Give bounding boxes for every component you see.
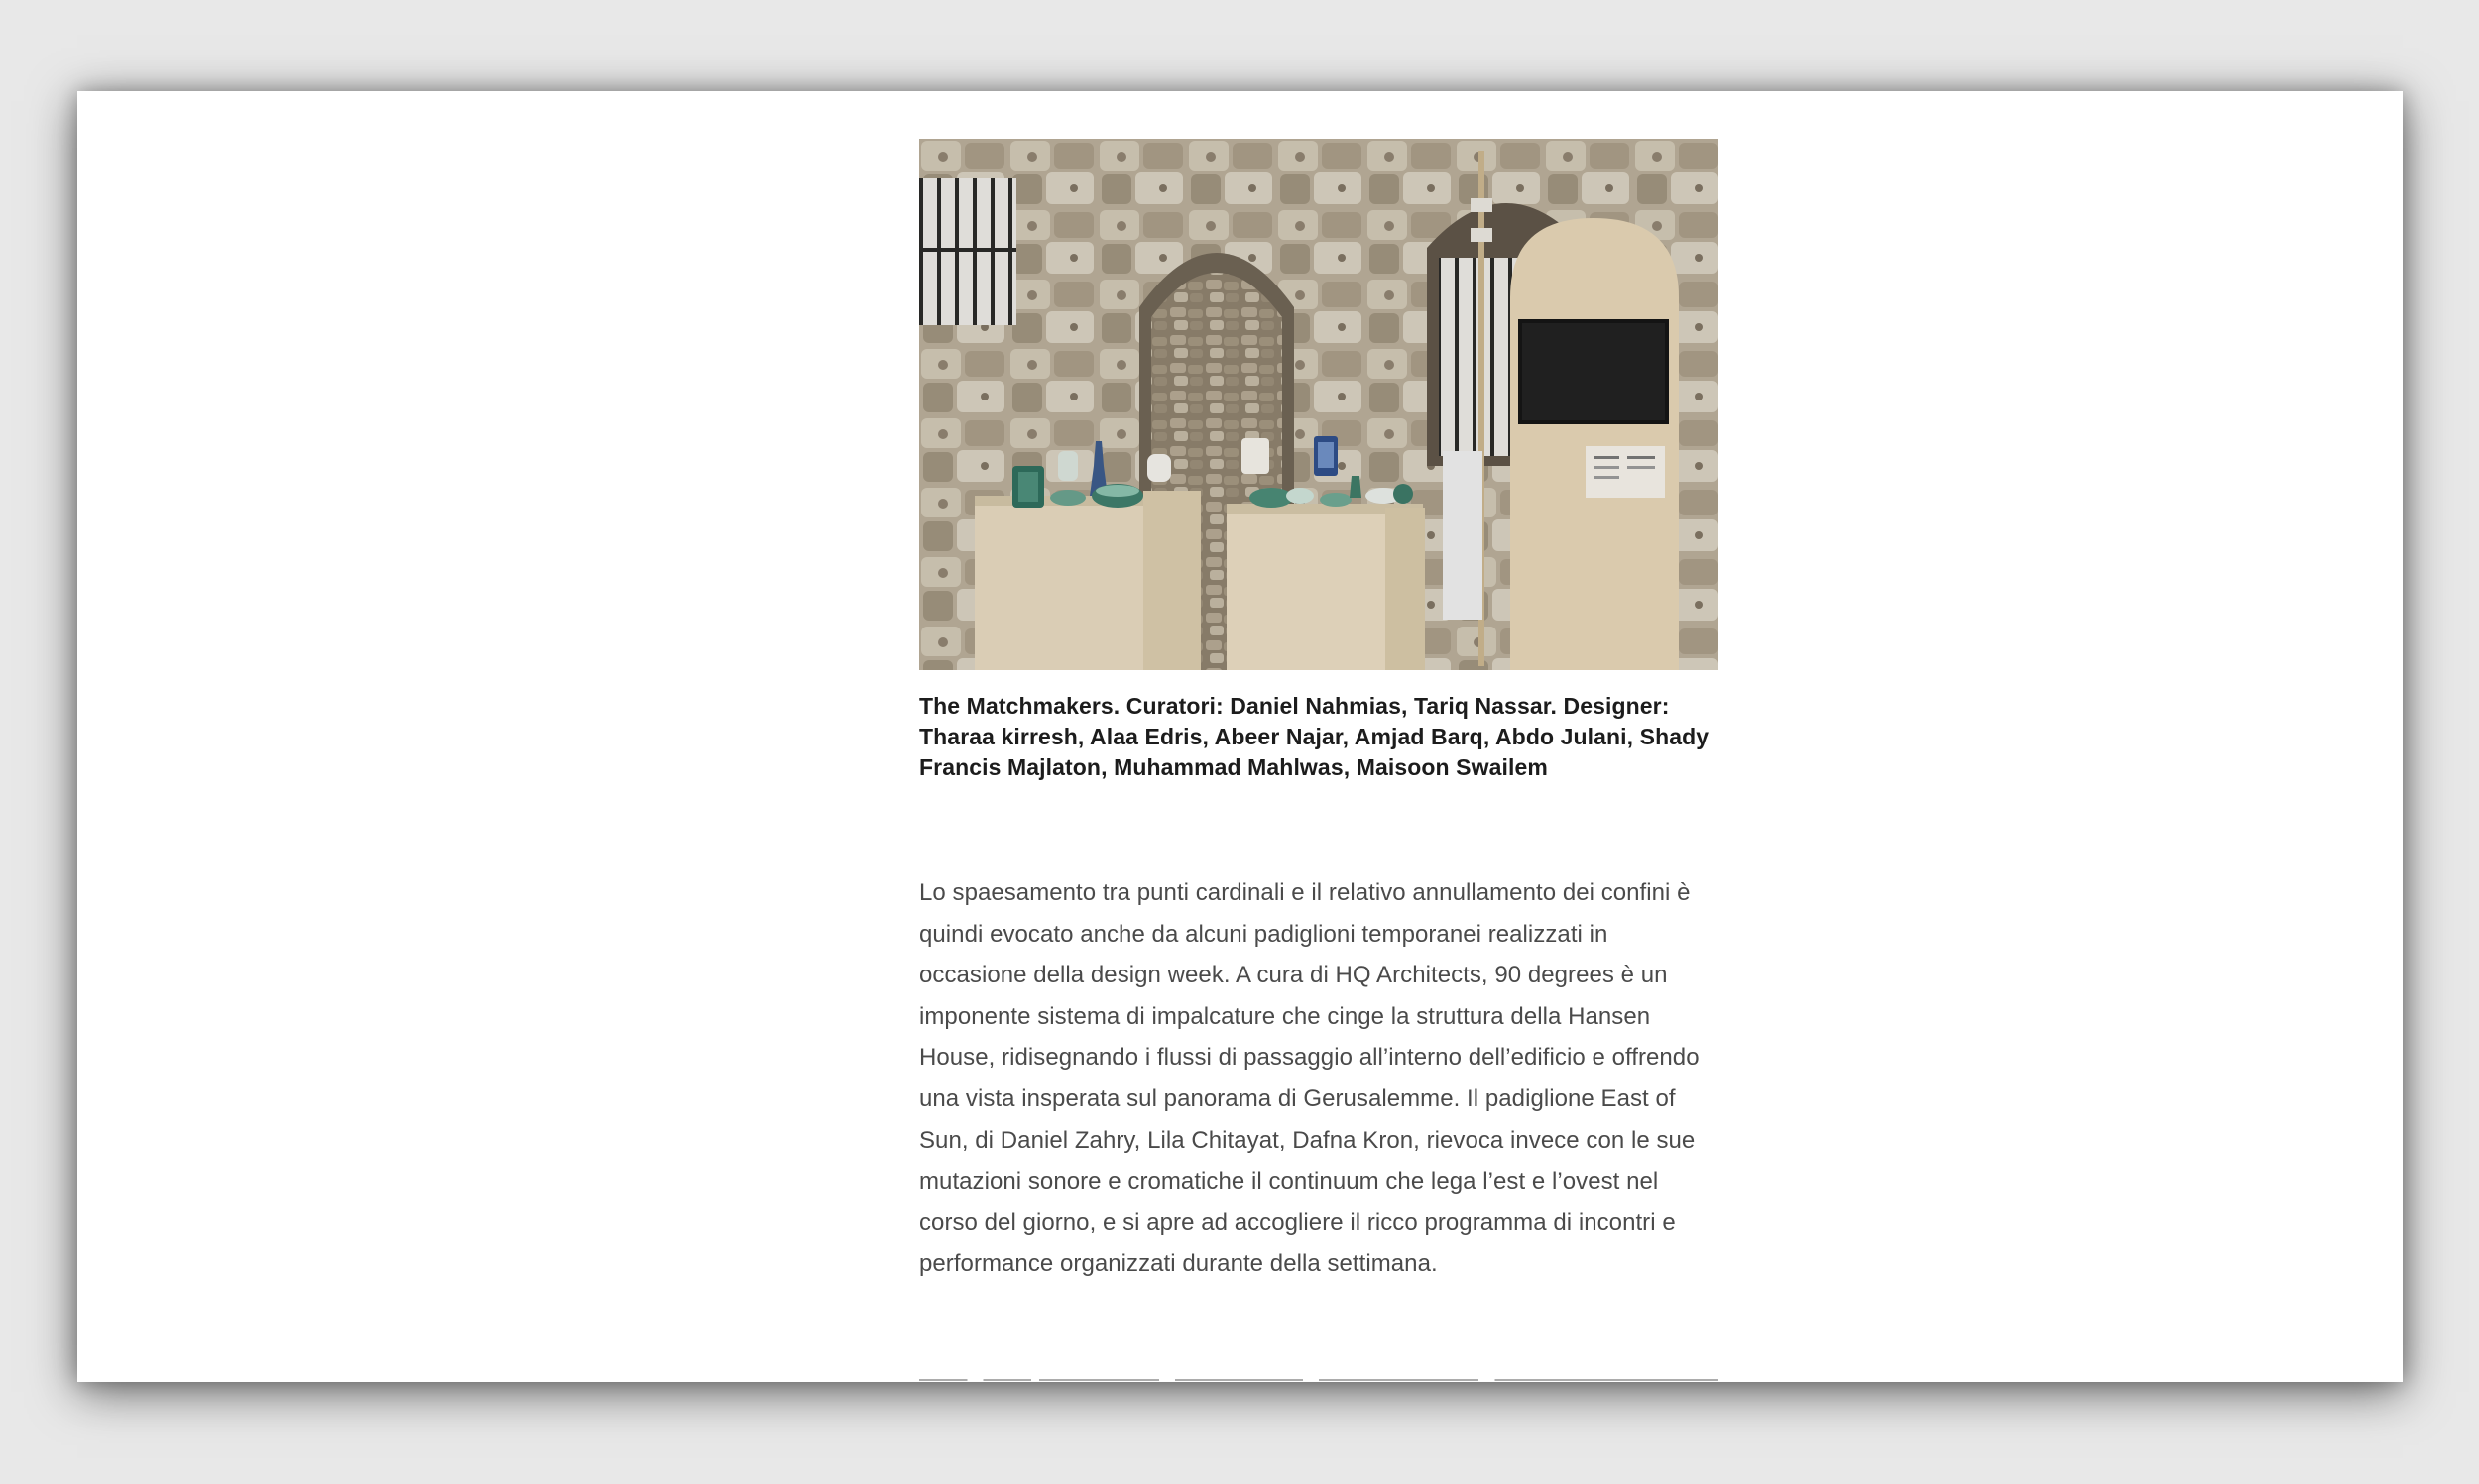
exhibition-photo: [919, 139, 1718, 670]
article-content: [919, 139, 1718, 1309]
article-paragraph: Lo spaesamento tra punti cardinali e il relativo annullamento dei confini è quindi evocato anche da alcuni padiglioni temporanei realizzati in occasione della design week. A cura di HQ Architects, 90 degrees è un imponente sistema di impalcature che cinge la struttura della Hansen House, ridisegnando i flussi di passaggio all’interno dell’edificio e offrendo una vista insperata sul panorama di Gerusalemme. Il padiglione East of Sun, di Daniel Zahry, Lila Chitayat, Dafna Kron, rievoca invece con le sue mutazioni sonore e cromatiche il continuum che lega l’est e l’ovest nel corso del giorno, e si apre ad accogliere il ricco programma di incontri e performance organizzati durante della settimana.: [919, 879, 1700, 1278]
cut-off-text-line: [919, 1377, 1718, 1382]
image-caption: The Matchmakers. Curatori: Daniel Nahmias, Tariq Nassar. Designer: Tharaa kirresh, Alaa Edris, Abeer Najar, Amjad Barq, Abdo Julani, Shady Francis Majlaton, Muhammad Mahlwas, Maisoon Swailem: [919, 693, 1710, 780]
browser-page: [77, 91, 2403, 1382]
